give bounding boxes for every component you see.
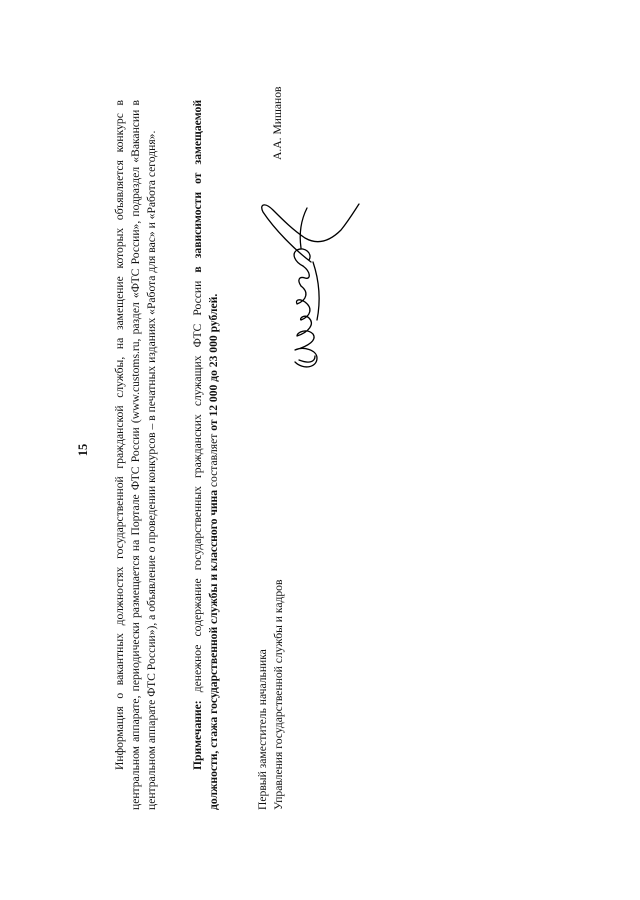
note-text-a: денежное содержание государственных гражданских служащих ФТС России <box>191 272 204 701</box>
signatory-position <box>255 580 287 810</box>
note-bold-a: в зависимости от замещаемой должности, стажа государственной службы и классного чина <box>191 100 220 810</box>
note-label: Примечание: <box>191 700 204 770</box>
page-number: 15 <box>76 443 90 457</box>
salary-note-paragraph <box>190 100 222 810</box>
signatory-position-line1: Первый заместитель начальника <box>256 649 269 810</box>
note-text-b: составляет <box>207 430 220 490</box>
note-bold-b: от 12 000 до 23 000 рублей. <box>207 293 220 431</box>
vacancy-info-paragraph: Информация о вакантных должностях государственной гражданской службы, на замещение которых объявляется конкурс в центральном аппарате, периодически размещается на Портале ФТС России (www.customs.ru, раздел «ФТС России», подраздел «Вакансии в центральном аппарате ФТС России»), а объявление о проведении конкурсов – в печатных изданиях «Работа для вас» и «Работа сегодня». <box>113 100 158 810</box>
signatory-name: А.А. Мишанов <box>271 86 284 160</box>
handwritten-signature-icon <box>255 180 365 380</box>
signatory-position-line2: Управления государственной службы и кадров <box>272 579 285 810</box>
